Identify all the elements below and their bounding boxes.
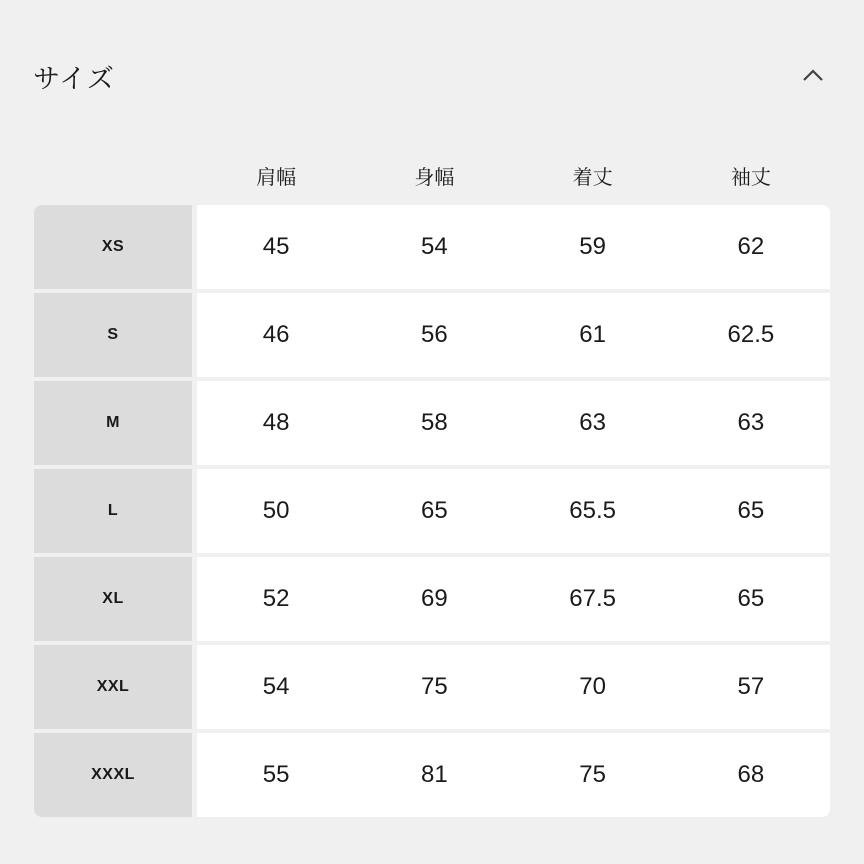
row-values xyxy=(197,293,830,377)
measurement-value: 46 xyxy=(262,321,290,348)
size-label-cell: XXXL xyxy=(34,733,192,817)
section-header xyxy=(0,0,864,94)
measurement-value: 59 xyxy=(579,233,606,260)
measurement-value: 56 xyxy=(421,321,448,348)
column-header: 着丈 xyxy=(572,167,613,189)
measurement-value: 58 xyxy=(421,409,448,436)
column-header: 身幅 xyxy=(414,167,455,189)
collapse-toggle-button[interactable] xyxy=(798,61,828,91)
table-row xyxy=(34,469,830,553)
measurement-value: 54 xyxy=(421,233,448,260)
size-label-cell: XL xyxy=(34,557,192,641)
measurement-value: 48 xyxy=(262,409,290,436)
measurement-value: 68 xyxy=(737,761,765,788)
measurement-value: 65.5 xyxy=(569,497,616,524)
measurement-value: 45 xyxy=(262,233,290,260)
size-table-body xyxy=(34,205,830,817)
column-headers xyxy=(197,164,830,192)
size-label-cell: S xyxy=(34,293,192,377)
table-row xyxy=(34,381,830,465)
row-values xyxy=(197,381,830,465)
measurement-value: 67.5 xyxy=(569,585,616,612)
size-label-cell: L xyxy=(34,469,192,553)
table-row xyxy=(34,293,830,377)
measurement-value: 52 xyxy=(262,585,290,612)
size-label-cell: XXL xyxy=(34,645,192,729)
measurement-value: 63 xyxy=(579,409,606,436)
row-values xyxy=(197,645,830,729)
measurement-value: 63 xyxy=(737,409,765,436)
size-table xyxy=(34,164,830,817)
table-row xyxy=(34,645,830,729)
table-row xyxy=(34,205,830,289)
measurement-value: 75 xyxy=(421,673,448,700)
header-label-spacer xyxy=(34,164,192,192)
measurement-value: 61 xyxy=(579,321,606,348)
size-label-cell: M xyxy=(34,381,192,465)
size-table-header-row xyxy=(34,164,830,192)
section-title: サイズ xyxy=(33,63,115,94)
measurement-value: 50 xyxy=(262,497,290,524)
measurement-value: 70 xyxy=(579,673,606,700)
size-label-cell: XS xyxy=(34,205,192,289)
measurement-value: 55 xyxy=(262,761,290,788)
measurement-value: 81 xyxy=(421,761,448,788)
row-values xyxy=(197,557,830,641)
measurement-value: 54 xyxy=(262,673,290,700)
measurement-value: 65 xyxy=(421,497,448,524)
chevron-up-icon xyxy=(799,62,827,90)
measurement-value: 65 xyxy=(737,585,765,612)
measurement-value: 57 xyxy=(737,673,765,700)
measurement-value: 65 xyxy=(737,497,765,524)
column-header: 袖丈 xyxy=(730,167,771,189)
row-values xyxy=(197,733,830,817)
table-row xyxy=(34,733,830,817)
measurement-value: 62.5 xyxy=(727,321,775,348)
row-values xyxy=(197,469,830,553)
measurement-value: 75 xyxy=(579,761,606,788)
table-row xyxy=(34,557,830,641)
measurement-value: 69 xyxy=(421,585,448,612)
column-header: 肩幅 xyxy=(256,167,297,189)
row-values xyxy=(197,205,830,289)
measurement-value: 62 xyxy=(737,233,765,260)
